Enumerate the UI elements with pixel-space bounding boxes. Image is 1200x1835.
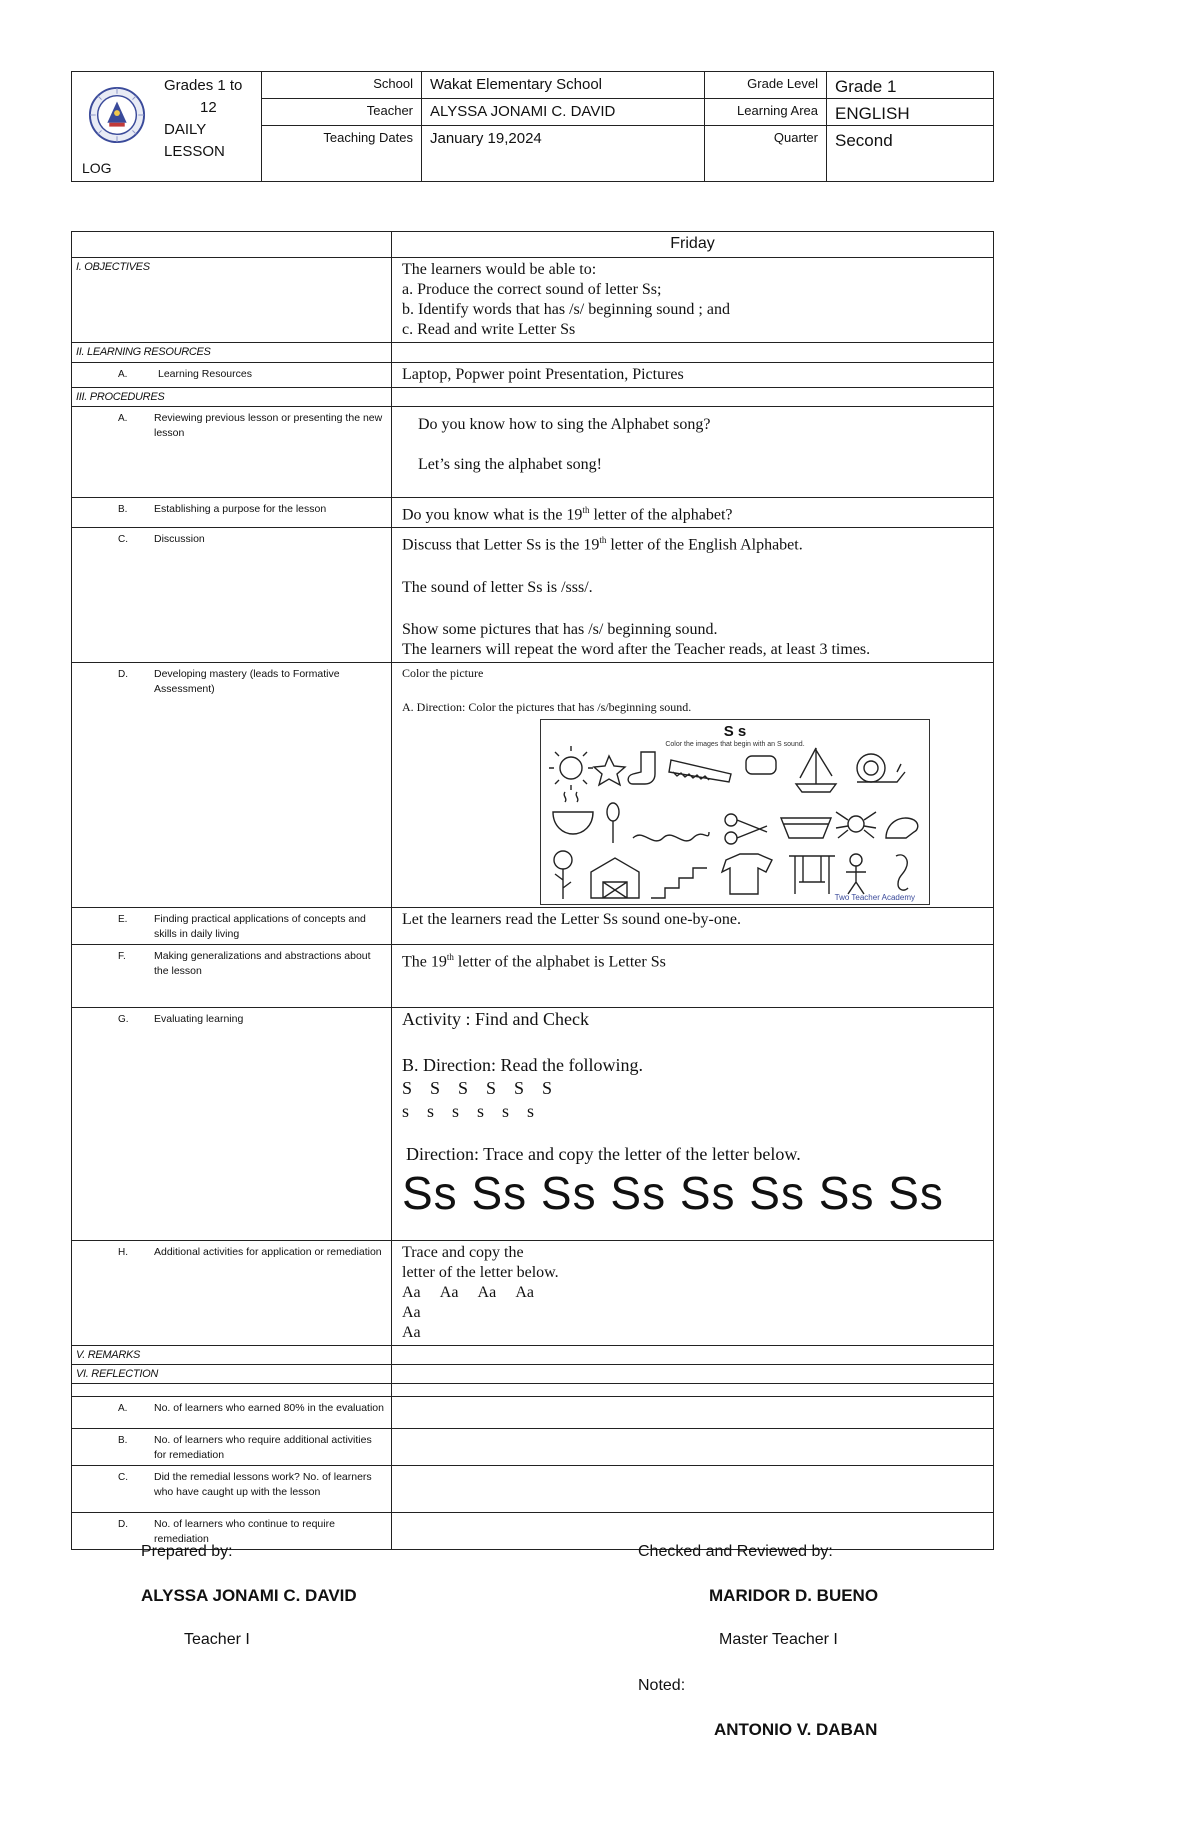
- content-line: letter of the letter below.: [402, 1263, 559, 1281]
- procedure-b-content: [392, 498, 994, 528]
- noted-name: ANTONIO V. DABAN: [714, 1720, 878, 1739]
- blank-cell: [392, 343, 994, 363]
- superscript: th: [446, 951, 454, 962]
- quarter-label: Quarter: [705, 126, 827, 182]
- content-text: letter of the alphabet is Letter Ss: [453, 952, 666, 970]
- item-letter: A.: [118, 1402, 128, 1414]
- item-letter: G.: [118, 1013, 129, 1025]
- item-letter: B.: [118, 1434, 128, 1446]
- blank-cell: [392, 1364, 994, 1383]
- remarks-label: V. REMARKS: [72, 1345, 392, 1364]
- trace-letters: Ss Ss Ss Ss Ss Ss Ss Ss: [402, 1166, 944, 1219]
- procedure-c-label-cell: [72, 528, 392, 662]
- item-letter: F.: [118, 950, 126, 962]
- content-line: Aa: [402, 1323, 421, 1341]
- reflection-b-value: [392, 1428, 994, 1465]
- objectives-content: [392, 258, 994, 343]
- quarter-value: Second: [827, 126, 994, 182]
- content-text: letter of the English Alphabet.: [606, 536, 803, 554]
- checked-by-name: MARIDOR D. BUENO: [709, 1586, 879, 1605]
- procedure-g-content: [392, 1007, 994, 1240]
- teaching-dates-value: January 19,2024: [422, 126, 705, 182]
- dll-title-line4: LESSON: [164, 143, 225, 160]
- content-line: Direction: Trace and copy the letter of the letter below.: [406, 1143, 801, 1164]
- worksheet-subtitle: Color the images that begin with an S sound.: [665, 740, 805, 748]
- superscript: th: [582, 505, 590, 515]
- teaching-dates-label: Teaching Dates: [262, 126, 422, 182]
- procedure-a-content: [392, 407, 994, 498]
- procedure-e-label-cell: [72, 907, 392, 944]
- item-label: Discussion: [154, 533, 205, 546]
- procedure-c-content: [392, 528, 994, 662]
- grade-level-label: Grade Level: [705, 72, 827, 99]
- learning-resources-label: II. LEARNING RESOURCES: [72, 343, 392, 363]
- content-text: Discuss that Letter Ss is the 19: [402, 536, 600, 554]
- item-label: Finding practical applications of concepts and skills in daily living: [154, 912, 366, 940]
- procedure-d-label-cell: [72, 662, 392, 907]
- item-label: Reviewing previous lesson or presenting the new lesson: [154, 412, 383, 439]
- dll-title-line3: DAILY: [164, 121, 207, 138]
- procedure-h-label-cell: [72, 1240, 392, 1345]
- reflection-c-value: [392, 1465, 994, 1512]
- content-line: s s s s s s: [402, 1100, 535, 1121]
- item-letter: A.: [118, 369, 128, 380]
- blank-cell: [392, 1345, 994, 1364]
- item-label: Making generalizations and abstractions about the lesson: [154, 949, 371, 977]
- item-letter: D.: [118, 668, 128, 680]
- procedure-g-label-cell: [72, 1007, 392, 1240]
- item-letter: C.: [118, 534, 128, 546]
- blank-cell: [392, 1383, 994, 1396]
- blank-cell: [72, 1383, 392, 1396]
- deped-seal-icon: [88, 86, 146, 144]
- objectives-line: b. Identify words that has /s/ beginning sound ; and: [402, 301, 730, 318]
- school-label: School: [262, 72, 422, 99]
- objectives-label: I. OBJECTIVES: [72, 258, 392, 343]
- content-line: Let’s sing the alphabet song!: [418, 456, 602, 473]
- item-label: Evaluating learning: [154, 1012, 244, 1025]
- learning-resources-value: Laptop, Popwer point Presentation, Pictures: [392, 363, 994, 388]
- procedure-d-content: [392, 662, 994, 907]
- content-line: B. Direction: Read the following.: [402, 1054, 643, 1075]
- item-letter: E.: [118, 913, 128, 925]
- grade-level-value: Grade 1: [827, 72, 994, 99]
- objectives-line: The learners would be able to:: [402, 261, 597, 278]
- content-text: letter of the alphabet?: [589, 506, 733, 524]
- item-label: Learning Resources: [158, 368, 252, 380]
- s-sound-worksheet-image: [540, 719, 930, 905]
- reflection-b-label-cell: [72, 1428, 392, 1465]
- content-text: The 19: [402, 952, 447, 970]
- worksheet-footer: Two Teacher Academy: [834, 892, 915, 902]
- reflection-a-label-cell: [72, 1396, 392, 1428]
- objectives-line: a. Produce the correct sound of letter Ss;: [402, 281, 662, 298]
- content-line: The sound of letter Ss is /sss/.: [402, 578, 593, 596]
- checked-by-role: Master Teacher I: [719, 1631, 838, 1648]
- dll-title-line5: LOG: [82, 160, 112, 176]
- item-label: No. of learners who earned 80% in the evaluation: [154, 1401, 384, 1414]
- procedure-h-content: [392, 1240, 994, 1345]
- item-label: Additional activities for application or remediation: [154, 1245, 382, 1258]
- teacher-label: Teacher: [262, 99, 422, 126]
- worksheet-title: S s: [723, 722, 747, 740]
- dll-title-line2: 12: [200, 99, 217, 116]
- content-text: Do you know what is the 19: [402, 506, 583, 524]
- blank-cell: [392, 388, 994, 407]
- procedure-f-label-cell: [72, 944, 392, 1007]
- learning-area-value: ENGLISH: [827, 99, 994, 126]
- procedures-label: III. PROCEDURES: [72, 388, 392, 407]
- dll-title-line1: Grades 1 to: [164, 77, 243, 94]
- content-line: Show some pictures that has /s/ beginning sound.: [402, 620, 718, 638]
- item-label: Developing mastery (leads to Formative Assessment): [154, 667, 340, 695]
- content-line: Aa: [402, 1303, 421, 1321]
- teacher-value: ALYSSA JONAMI C. DAVID: [422, 99, 705, 126]
- procedure-f-content: [392, 944, 994, 1007]
- learning-area-label: Learning Area: [705, 99, 827, 126]
- content-line: A. Direction: Color the pictures that has /s/beginning sound.: [402, 699, 692, 714]
- content-line: Activity : Find and Check: [402, 1008, 589, 1029]
- superscript: th: [599, 535, 607, 546]
- procedure-a-label-cell: [72, 407, 392, 498]
- reflection-a-value: [392, 1396, 994, 1428]
- day-heading: Friday: [392, 232, 994, 258]
- learning-resources-item: [72, 363, 392, 388]
- procedure-e-content: Let the learners read the Letter Ss sound one-by-one.: [392, 907, 994, 944]
- item-letter: H.: [118, 1246, 128, 1258]
- item-label: No. of learners who require additional activities for remediation: [154, 1433, 372, 1461]
- item-letter: C.: [118, 1471, 128, 1483]
- blank-head-cell: [72, 232, 392, 258]
- content-line: Color the picture: [402, 665, 484, 680]
- item-label: Did the remedial lessons work? No. of learners who have caught up with the lesson: [154, 1470, 372, 1498]
- prepared-by-name: ALYSSA JONAMI C. DAVID: [141, 1586, 357, 1605]
- objectives-line: c. Read and write Letter Ss: [402, 321, 576, 338]
- item-label: Establishing a purpose for the lesson: [154, 503, 327, 515]
- item-letter: D.: [118, 1518, 128, 1530]
- header-table: [71, 71, 994, 182]
- content-line: Do you know how to sing the Alphabet song?: [418, 416, 711, 433]
- content-line: The learners will repeat the word after the Teacher reads, at least 3 times.: [402, 640, 871, 658]
- content-line: Trace and copy the: [402, 1243, 524, 1261]
- item-letter: A.: [118, 413, 128, 424]
- procedure-b-label-cell: [72, 498, 392, 528]
- item-letter: B.: [118, 504, 128, 515]
- reflection-c-label-cell: [72, 1465, 392, 1512]
- prepared-by-role: Teacher I: [184, 1631, 250, 1648]
- content-line: Aa Aa Aa Aa: [402, 1283, 534, 1301]
- content-line: S S S S S S: [402, 1077, 553, 1098]
- noted-label: Noted:: [638, 1677, 686, 1694]
- prepared-by-label: Prepared by:: [141, 1543, 233, 1560]
- dll-title-cell: [72, 72, 262, 182]
- lesson-table: [71, 231, 994, 1550]
- reflection-label: VI. REFLECTION: [72, 1364, 392, 1383]
- checked-by-label: Checked and Reviewed by:: [638, 1543, 833, 1560]
- school-value: Wakat Elementary School: [422, 72, 705, 99]
- item-label: No. of learners who continue to require remediation: [154, 1517, 335, 1545]
